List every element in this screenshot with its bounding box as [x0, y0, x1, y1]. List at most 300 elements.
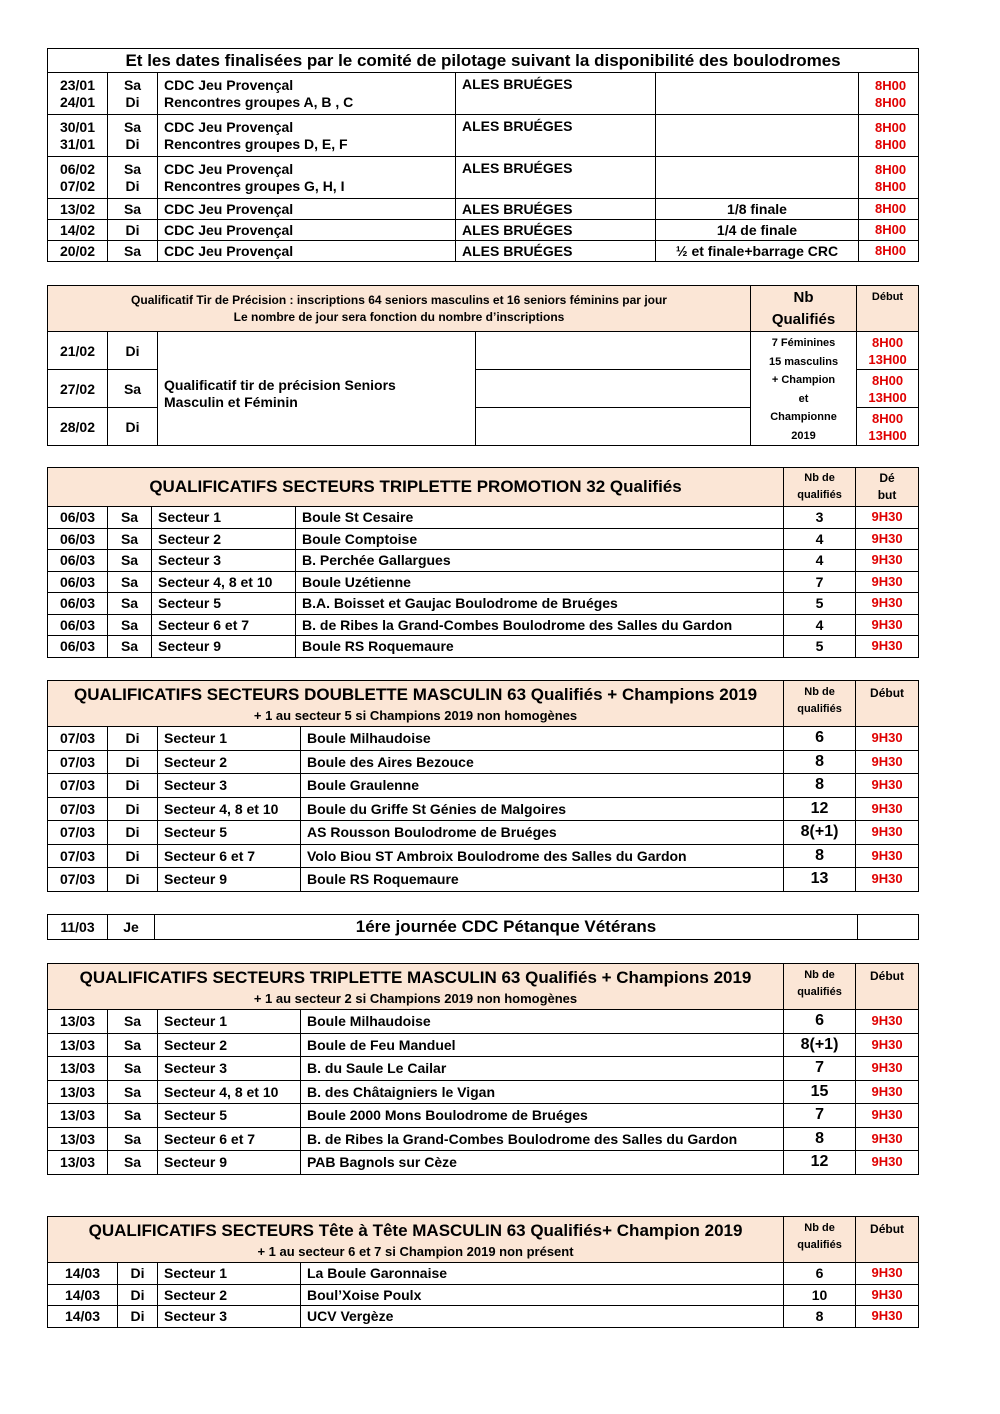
table-cell: 1/4 de finale: [656, 220, 859, 241]
table-cell: Sa: [108, 241, 158, 262]
table-cell: 07/03: [48, 727, 108, 751]
table-cell: [48, 157, 108, 199]
table-cell: [476, 370, 751, 408]
table-cell: [858, 915, 919, 940]
table-cell: 06/03: [48, 614, 108, 636]
table-cell: Secteur 1: [158, 1010, 301, 1034]
table-cell: 06/03: [48, 528, 108, 550]
table-cell: 9H30: [856, 507, 919, 529]
table-cell: 13/03: [48, 1080, 108, 1104]
table-cell: 9H30: [856, 1151, 919, 1175]
table-cell: 20/02: [48, 241, 108, 262]
cell-line: qualifiés: [797, 986, 842, 998]
table-cell: Di: [118, 1284, 158, 1306]
cell-line: 8H00: [875, 178, 907, 194]
table-cell: [476, 332, 751, 370]
table-cell: Secteur 4, 8 et 10: [158, 797, 301, 821]
table-cell: 9H30: [856, 774, 919, 798]
table-cell: [857, 332, 919, 370]
table-cell: ALES BRUÉGES: [456, 115, 656, 157]
table-cell: 8: [784, 1306, 856, 1328]
table-cell: 13/03: [48, 1151, 108, 1175]
table-cell: 6: [784, 727, 856, 751]
cell-line: 8H00: [875, 94, 907, 110]
table-cell: 9H30: [856, 1263, 919, 1285]
doublette-nb-header: [784, 681, 856, 727]
tat-title: [48, 1217, 784, 1263]
table-cell: [48, 115, 108, 157]
table-cell: 1ére journée CDC Pétanque Vétérans: [155, 915, 858, 940]
table-cell: Boule Comptoise: [296, 528, 784, 550]
table-cell: 14/03: [48, 1284, 118, 1306]
triplette-debut-header: Début: [856, 964, 919, 1010]
table-cell: Boule Graulenne: [301, 774, 784, 798]
cell-line: 30/01: [59, 118, 96, 135]
table-cell: Secteur 2: [158, 750, 301, 774]
table-cell: 4: [784, 528, 856, 550]
table-cell: Sa: [108, 528, 152, 550]
tir-nb-header: [751, 286, 857, 332]
table-row: [48, 636, 919, 658]
doublette-debut-header: Début: [856, 681, 919, 727]
triplette-nb-header: [784, 964, 856, 1010]
table-cell: 9H30: [856, 550, 919, 572]
table-row: [48, 1127, 919, 1151]
table-cell: 9H30: [856, 727, 919, 751]
table-cell: 9H30: [856, 636, 919, 658]
table-cell: Secteur 1: [152, 507, 296, 529]
table-cell: [48, 73, 108, 115]
table-cell: 8: [784, 750, 856, 774]
table-cell: Volo Biou ST Ambroix Boulodrome des Salles du Gardon: [301, 844, 784, 868]
table-cell: Di: [108, 868, 158, 892]
table-cell: 6: [784, 1263, 856, 1285]
table-cell: 9H30: [856, 1010, 919, 1034]
cell-line: Qualifiés: [771, 310, 836, 328]
doublette-title: [48, 681, 784, 727]
table-cell: Sa: [108, 571, 152, 593]
table-row: [48, 571, 919, 593]
table-cell: 5: [784, 636, 856, 658]
table-cell: Boule Milhaudoise: [301, 1010, 784, 1034]
table-cell: Sa: [108, 199, 158, 220]
table-cell: 4: [784, 550, 856, 572]
table-cell: Secteur 4, 8 et 10: [158, 1080, 301, 1104]
table-cell: Secteur 2: [158, 1284, 301, 1306]
table-cell: 4: [784, 614, 856, 636]
cell-line: Di: [125, 135, 140, 152]
table-cell: ALES BRUÉGES: [456, 199, 656, 220]
table-cell: 9H30: [856, 868, 919, 892]
table-cell: [857, 370, 919, 408]
table-cell: UCV Vergèze: [301, 1306, 784, 1328]
table-cell: 06/03: [48, 507, 108, 529]
table-cell: 07/03: [48, 797, 108, 821]
table-cell: 21/02: [48, 332, 108, 370]
table-cell: 14/03: [48, 1263, 118, 1285]
table-cell: [656, 157, 859, 199]
cell-line: Nb de: [804, 1222, 835, 1234]
table-cell: Secteur 3: [152, 550, 296, 572]
cell-line: 13H00: [868, 389, 907, 405]
table-cell: 12: [784, 1151, 856, 1175]
table-cell: 13/02: [48, 199, 108, 220]
table-cell: 13/03: [48, 1033, 108, 1057]
cell-line: 8H00: [871, 372, 904, 388]
table-cell: 9H30: [856, 528, 919, 550]
table-cell: Boule Milhaudoise: [301, 727, 784, 751]
cell-line: Nb de: [804, 969, 835, 981]
table-cell: 1/8 finale: [656, 199, 859, 220]
table-cell: 27/02: [48, 370, 108, 408]
table-cell: 14/02: [48, 220, 108, 241]
table-cell: 6: [784, 1010, 856, 1034]
table-cell: Di: [118, 1306, 158, 1328]
table-cell: Boul’Xoise Poulx: [301, 1284, 784, 1306]
table-cell: 07/03: [48, 750, 108, 774]
table-row: [48, 115, 919, 157]
table-row: [48, 614, 919, 636]
table-row: [48, 199, 919, 220]
cell-line: Di: [125, 93, 140, 110]
table-cell: Di: [108, 844, 158, 868]
table-cell: Sa: [108, 370, 158, 408]
tir-description: [158, 332, 476, 446]
cell-line: Di: [125, 177, 140, 194]
table-cell: Sa: [108, 1127, 158, 1151]
veterans-table: [47, 914, 919, 940]
table-cell: 8H00: [859, 241, 919, 262]
table-cell: AS Rousson Boulodrome de Bruéges: [301, 821, 784, 845]
table-cell: Sa: [108, 1104, 158, 1128]
table-cell: Secteur 9: [152, 636, 296, 658]
cell-line: Nb: [793, 288, 814, 306]
table-cell: ALES BRUÉGES: [456, 73, 656, 115]
cell-line: 8H00: [875, 136, 907, 152]
table-cell: Boule RS Roquemaure: [296, 636, 784, 658]
table-cell: 9H30: [856, 1057, 919, 1081]
table-row: [48, 774, 919, 798]
table-cell: 07/03: [48, 774, 108, 798]
table-cell: 06/03: [48, 636, 108, 658]
table-cell: 5: [784, 593, 856, 615]
table-cell: [108, 115, 158, 157]
tir-table: [47, 285, 919, 446]
table-cell: Di: [118, 1263, 158, 1285]
promo-debut-header: [856, 468, 919, 507]
cell-line: Rencontres groupes G, H, I: [164, 177, 345, 194]
table-cell: 7: [784, 571, 856, 593]
table-cell: Secteur 3: [158, 774, 301, 798]
table-row: [48, 821, 919, 845]
cell-line: Sa: [123, 118, 142, 135]
table-cell: [476, 408, 751, 446]
table-cell: B. du Saule Le Cailar: [301, 1057, 784, 1081]
cell-line: 06/02: [59, 160, 96, 177]
cell-line: qualifiés: [797, 703, 842, 715]
cdc-title: Et les dates finalisées par le comité de pilotage suivant la disponibilité des boulodromes: [48, 49, 919, 73]
cell-line: Masculin et Féminin: [164, 393, 298, 410]
table-row: [48, 157, 919, 199]
table-cell: Di: [108, 332, 158, 370]
table-cell: 9H30: [856, 593, 919, 615]
table-cell: [158, 157, 456, 199]
cell-line: Rencontres groupes D, E, F: [164, 135, 348, 152]
table-cell: Sa: [108, 1010, 158, 1034]
table-cell: 9H30: [856, 614, 919, 636]
cell-line: Sa: [123, 76, 142, 93]
promo-title: QUALIFICATIFS SECTEURS TRIPLETTE PROMOTION 32 Qualifiés: [48, 468, 784, 507]
table-cell: Secteur 6 et 7: [152, 614, 296, 636]
cell-line: 2019: [791, 429, 816, 442]
cell-line: Qualificatif tir de précision Seniors: [164, 376, 396, 393]
table-cell: Secteur 1: [158, 1263, 301, 1285]
doublette-table: [47, 680, 919, 892]
cell-line: QUALIFICATIFS SECTEURS TRIPLETTE MASCULIN 63 Qualifiés + Champions 2019: [79, 968, 752, 987]
table-cell: Di: [108, 821, 158, 845]
cell-line: 8H00: [871, 410, 904, 426]
table-row: [48, 1151, 919, 1175]
table-cell: 8: [784, 1127, 856, 1151]
table-cell: [656, 115, 859, 157]
cdc-table: [47, 48, 919, 262]
table-cell: CDC Jeu Provençal: [158, 241, 456, 262]
cell-line: 8H00: [871, 334, 904, 350]
cell-line: 15 masculins: [768, 355, 839, 368]
cell-line: Qualificatif Tir de Précision : inscriptions 64 seniors masculins et 16 seniors féminins par jour: [131, 292, 667, 307]
table-row: [48, 73, 919, 115]
table-cell: Secteur 2: [152, 528, 296, 550]
table-cell: Di: [108, 774, 158, 798]
table-cell: Di: [108, 727, 158, 751]
table-cell: Secteur 3: [158, 1306, 301, 1328]
table-row: [48, 1306, 919, 1328]
cell-line: CDC Jeu Provençal: [164, 118, 294, 135]
table-cell: 8(+1): [784, 1033, 856, 1057]
cell-line: qualifiés: [797, 489, 842, 501]
table-cell: B. Perchée Gallargues: [296, 550, 784, 572]
table-cell: 9H30: [856, 1284, 919, 1306]
tir-title: [48, 286, 751, 332]
cell-line: 07/02: [59, 177, 96, 194]
table-cell: B. de Ribes la Grand-Combes Boulodrome des Salles du Gardon: [301, 1127, 784, 1151]
table-cell: 9H30: [856, 1306, 919, 1328]
table-cell: 12: [784, 797, 856, 821]
table-cell: Sa: [108, 507, 152, 529]
table-cell: Secteur 5: [152, 593, 296, 615]
table-row: [48, 727, 919, 751]
table-cell: 14/03: [48, 1306, 118, 1328]
table-cell: [108, 73, 158, 115]
table-cell: B. des Châtaigniers le Vigan: [301, 1080, 784, 1104]
table-cell: Secteur 5: [158, 821, 301, 845]
cell-line: + 1 au secteur 2 si Champions 2019 non homogènes: [253, 991, 578, 1006]
cell-line: Rencontres groupes A, B , C: [164, 93, 354, 110]
table-cell: 07/03: [48, 821, 108, 845]
table-cell: Secteur 3: [158, 1057, 301, 1081]
cell-line: 8H00: [875, 119, 907, 135]
cell-line: Championne: [770, 411, 837, 423]
triplette-title: [48, 964, 784, 1010]
table-cell: B.A. Boisset et Gaujac Boulodrome de Bruéges: [296, 593, 784, 615]
table-cell: 11/03: [48, 915, 108, 940]
cell-line: + 1 au secteur 5 si Champions 2019 non homogènes: [253, 708, 578, 723]
table-cell: 06/03: [48, 550, 108, 572]
table-cell: Boule de Feu Manduel: [301, 1033, 784, 1057]
table-cell: Sa: [108, 550, 152, 572]
table-cell: 9H30: [856, 571, 919, 593]
table-cell: Sa: [108, 1033, 158, 1057]
tat-debut-header: Début: [856, 1217, 919, 1263]
table-row: [48, 593, 919, 615]
table-cell: Sa: [108, 1151, 158, 1175]
triplette-table: [47, 963, 919, 1175]
table-cell: Di: [108, 408, 158, 446]
table-cell: [859, 73, 919, 115]
table-cell: Secteur 6 et 7: [158, 1127, 301, 1151]
promo-table: [47, 467, 919, 658]
table-cell: [158, 73, 456, 115]
table-row: [48, 844, 919, 868]
cell-line: qualifiés: [797, 1239, 842, 1251]
table-cell: [859, 157, 919, 199]
table-cell: 8(+1): [784, 821, 856, 845]
table-cell: ½ et finale+barrage CRC: [656, 241, 859, 262]
table-cell: Secteur 2: [158, 1033, 301, 1057]
table-cell: 06/03: [48, 593, 108, 615]
tat-nb-header: [784, 1217, 856, 1263]
table-cell: Boule St Cesaire: [296, 507, 784, 529]
tat-table: [47, 1216, 919, 1328]
cell-line: Le nombre de jour sera fonction du nombre d’inscriptions: [233, 309, 565, 324]
table-cell: Boule du Griffe St Génies de Malgoires: [301, 797, 784, 821]
table-row: [48, 528, 919, 550]
table-cell: CDC Jeu Provençal: [158, 220, 456, 241]
promo-nb-header: [784, 468, 856, 507]
table-cell: [656, 73, 859, 115]
table-cell: 8H00: [859, 220, 919, 241]
table-cell: 8H00: [859, 199, 919, 220]
cell-line: 13H00: [868, 351, 907, 367]
table-cell: 13/03: [48, 1127, 108, 1151]
table-row: [48, 1104, 919, 1128]
table-cell: Secteur 5: [158, 1104, 301, 1128]
tir-debut-header: Début: [857, 286, 919, 332]
table-row: [48, 507, 919, 529]
table-cell: 13/03: [48, 1104, 108, 1128]
table-cell: 10: [784, 1284, 856, 1306]
table-cell: 9H30: [856, 1104, 919, 1128]
table-cell: Boule RS Roquemaure: [301, 868, 784, 892]
table-cell: Secteur 6 et 7: [158, 844, 301, 868]
cell-line: + 1 au secteur 6 et 7 si Champion 2019 non présent: [257, 1244, 574, 1259]
table-row: [48, 1010, 919, 1034]
tir-nb-qualifies: [751, 332, 857, 446]
table-cell: 9H30: [856, 821, 919, 845]
cell-line: 23/01: [59, 76, 96, 93]
cell-line: + Champion: [771, 374, 836, 386]
table-row: [48, 550, 919, 572]
table-row: [48, 750, 919, 774]
table-cell: PAB Bagnols sur Cèze: [301, 1151, 784, 1175]
cell-line: Nb de: [804, 686, 835, 698]
table-row: [48, 1080, 919, 1104]
cell-line: 13H00: [868, 427, 907, 443]
table-row: [48, 241, 919, 262]
table-cell: 3: [784, 507, 856, 529]
cell-line: but: [877, 488, 897, 502]
table-row: [48, 1057, 919, 1081]
table-cell: La Boule Garonnaise: [301, 1263, 784, 1285]
table-cell: Sa: [108, 636, 152, 658]
table-cell: [158, 115, 456, 157]
cell-line: 24/01: [59, 93, 96, 110]
table-row: [48, 220, 919, 241]
table-cell: 13: [784, 868, 856, 892]
table-cell: 9H30: [856, 797, 919, 821]
table-cell: 8: [784, 844, 856, 868]
cell-line: et: [798, 392, 809, 405]
table-cell: Sa: [108, 1057, 158, 1081]
table-cell: Sa: [108, 614, 152, 636]
table-cell: Sa: [108, 593, 152, 615]
table-cell: Di: [108, 797, 158, 821]
table-cell: Boule Uzétienne: [296, 571, 784, 593]
table-cell: ALES BRUÉGES: [456, 241, 656, 262]
table-cell: 07/03: [48, 868, 108, 892]
table-cell: 13/03: [48, 1057, 108, 1081]
table-cell: Boule 2000 Mons Boulodrome de Bruéges: [301, 1104, 784, 1128]
cell-line: CDC Jeu Provençal: [164, 160, 294, 177]
table-cell: [108, 157, 158, 199]
table-cell: 13/03: [48, 1010, 108, 1034]
table-cell: Je: [108, 915, 155, 940]
table-row: [48, 1033, 919, 1057]
table-cell: Boule des Aires Bezouce: [301, 750, 784, 774]
cell-line: CDC Jeu Provençal: [164, 76, 294, 93]
cell-line: QUALIFICATIFS SECTEURS Tête à Tête MASCULIN 63 Qualifiés+ Champion 2019: [88, 1221, 743, 1240]
table-row: [48, 868, 919, 892]
table-row: [48, 797, 919, 821]
table-cell: Secteur 4, 8 et 10: [152, 571, 296, 593]
table-cell: 07/03: [48, 844, 108, 868]
table-row: [48, 1263, 919, 1285]
table-cell: Di: [108, 750, 158, 774]
cell-line: 7 Féminines: [771, 337, 836, 349]
table-cell: 9H30: [856, 750, 919, 774]
table-cell: [857, 408, 919, 446]
table-cell: 15: [784, 1080, 856, 1104]
table-cell: Secteur 1: [158, 727, 301, 751]
table-cell: CDC Jeu Provençal: [158, 199, 456, 220]
table-cell: Secteur 9: [158, 868, 301, 892]
table-cell: B. de Ribes la Grand-Combes Boulodrome des Salles du Gardon: [296, 614, 784, 636]
cell-line: Sa: [123, 160, 142, 177]
table-cell: Secteur 9: [158, 1151, 301, 1175]
cell-line: Dé: [879, 471, 895, 485]
table-cell: Sa: [108, 1080, 158, 1104]
table-cell: 28/02: [48, 408, 108, 446]
cell-line: 8H00: [875, 77, 907, 93]
table-cell: [859, 115, 919, 157]
table-cell: 8: [784, 774, 856, 798]
table-row: [48, 332, 919, 370]
table-cell: 9H30: [856, 1127, 919, 1151]
table-cell: 9H30: [856, 844, 919, 868]
table-cell: Di: [108, 220, 158, 241]
table-cell: 7: [784, 1104, 856, 1128]
table-row: [48, 915, 919, 940]
